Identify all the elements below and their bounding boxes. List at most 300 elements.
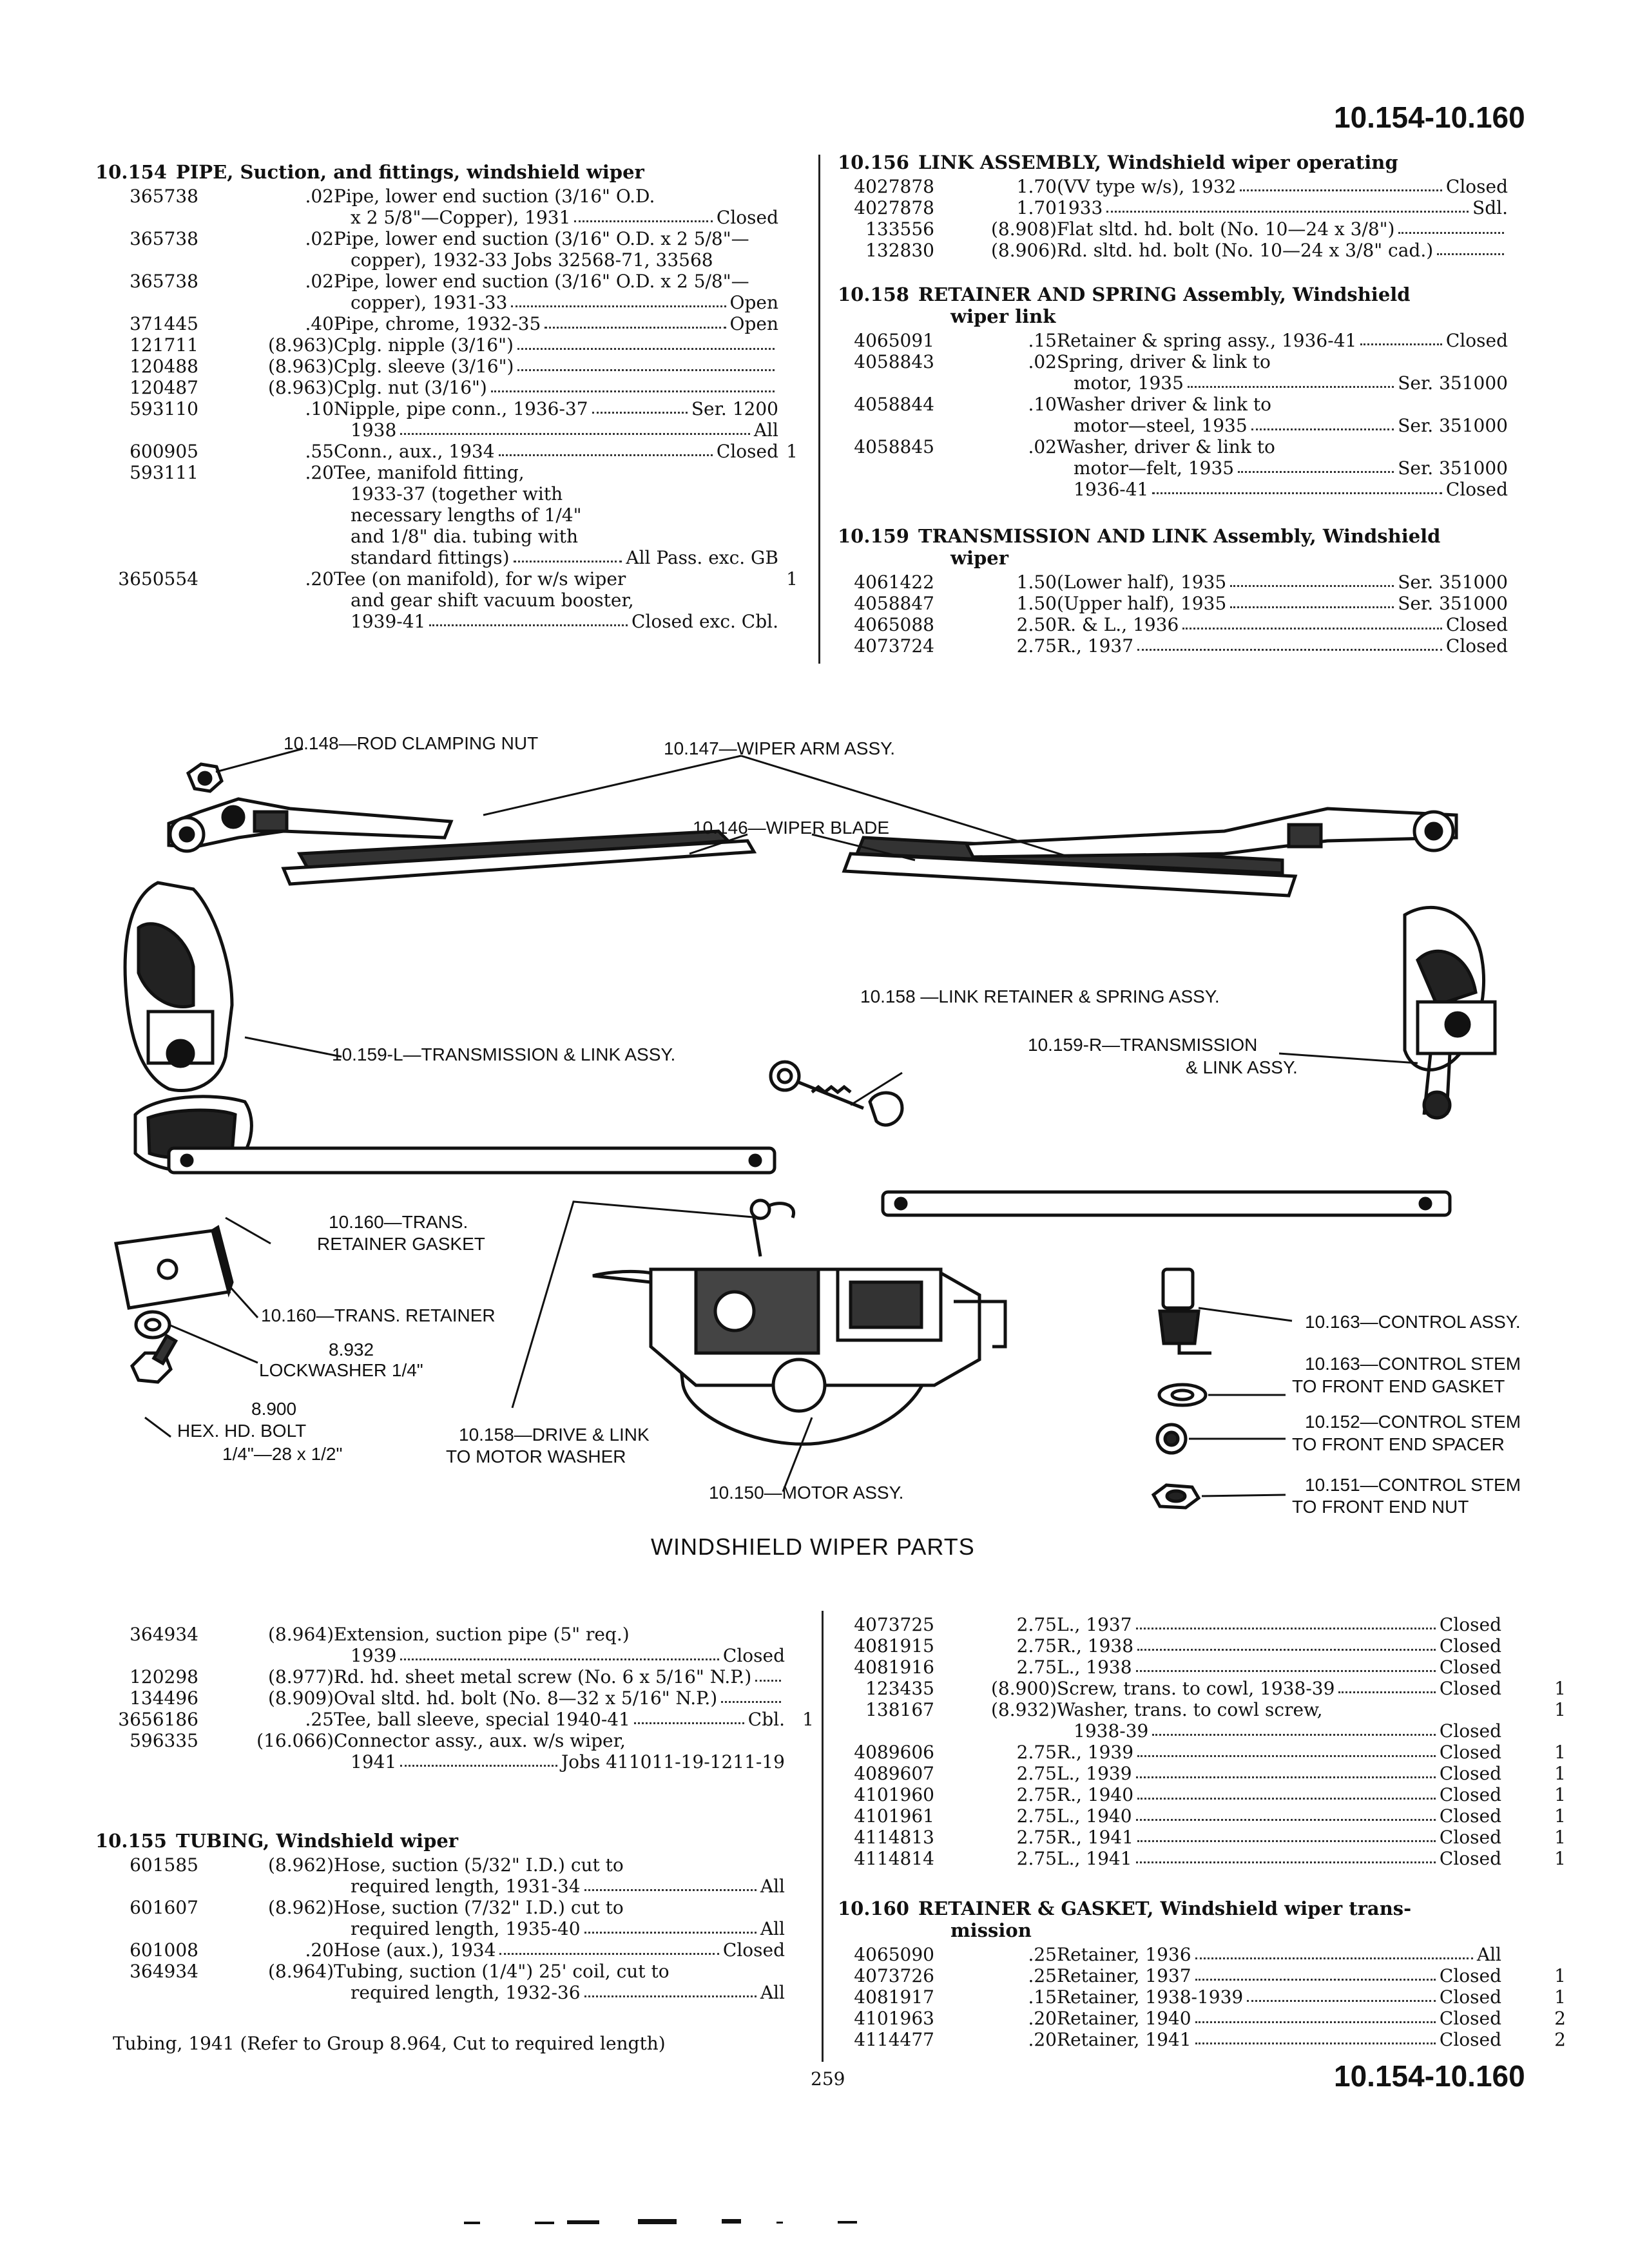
description-line — [334, 313, 778, 334]
part-description — [1057, 218, 1508, 240]
dot-leader — [1106, 197, 1469, 213]
dot-leader — [634, 1709, 744, 1724]
description-line — [334, 356, 778, 377]
part-description — [1057, 436, 1508, 500]
part-description — [1057, 1827, 1501, 1848]
dot-leader — [1136, 1848, 1436, 1863]
part-description — [1057, 1805, 1501, 1827]
part-number: 4073726 — [854, 1965, 934, 1986]
part-description — [1057, 1784, 1501, 1805]
description-line — [1057, 1986, 1501, 2008]
description-line — [1057, 2008, 1501, 2029]
dot-leader — [574, 207, 712, 222]
dot-leader — [1188, 372, 1394, 388]
table-row — [838, 2008, 1566, 2029]
part-price: 2.75 — [1016, 1784, 1057, 1805]
label-wiper-blade: 10.146—WIPER BLADE — [693, 818, 890, 838]
part-description — [334, 398, 778, 441]
label-drive-link-washer: 10.158—DRIVE & LINK — [459, 1425, 650, 1445]
description-line — [1057, 197, 1508, 218]
description-line — [334, 377, 778, 398]
part-price: (8.900) — [990, 1678, 1057, 1699]
table-row — [838, 1784, 1566, 1805]
description-line — [1057, 415, 1508, 436]
availability: Closed — [1445, 330, 1508, 351]
description-line — [1057, 1678, 1501, 1699]
part-description — [1057, 176, 1508, 197]
description-text: Flat sltd. hd. bolt (No. 10—24 x 3/8") — [1057, 218, 1395, 240]
table-row — [95, 1897, 814, 1939]
availability: Closed — [1439, 1635, 1501, 1657]
label-hex-bolt: HEX. HD. BOLT — [177, 1421, 307, 1441]
quantity — [778, 228, 798, 271]
description-line — [334, 228, 778, 249]
part-description — [1057, 1848, 1501, 1869]
availability: Closed — [716, 207, 778, 228]
table-row — [95, 356, 798, 377]
parts-table — [95, 186, 798, 632]
part-description — [1057, 635, 1508, 657]
part-number: 4081917 — [854, 1986, 934, 2008]
section-heading — [838, 525, 1508, 569]
part-number: 134496 — [130, 1687, 198, 1709]
description-line — [334, 1961, 785, 1982]
description-line — [1057, 479, 1508, 500]
part-price: .02 — [305, 186, 334, 207]
table-row — [95, 398, 798, 441]
part-description — [334, 271, 778, 313]
label-retainer-gasket-2: RETAINER GASKET — [317, 1234, 485, 1254]
part-price: 2.75 — [1016, 1827, 1057, 1848]
dot-leader — [721, 1687, 781, 1703]
dot-leader — [1238, 457, 1394, 473]
part-number: 364934 — [130, 1624, 198, 1645]
dot-leader — [1247, 1986, 1436, 2002]
description-line — [1057, 351, 1508, 372]
description-line — [1057, 614, 1508, 635]
description-text: Retainer, 1940 — [1057, 2008, 1191, 2029]
availability: Closed — [1439, 1763, 1501, 1784]
label-wiper-arm: 10.147—WIPER ARM ASSY. — [664, 738, 895, 758]
diagram-caption: WINDSHIELD WIPER PARTS — [651, 1533, 975, 1560]
availability: Closed — [716, 441, 778, 462]
part-description — [334, 462, 778, 568]
motor-assembly-drawing — [593, 1200, 1005, 1444]
dot-leader — [1137, 1635, 1436, 1651]
part-price: (8.908) — [990, 218, 1057, 240]
part-price: .02 — [1028, 436, 1057, 457]
description-text: 1941 — [351, 1751, 397, 1773]
part-price: .10 — [305, 398, 334, 419]
description-text: Washer, trans. to cowl screw, — [1057, 1699, 1323, 1720]
dot-leader — [1360, 330, 1442, 345]
availability: Closed — [1439, 1965, 1501, 1986]
stem-gasket-drawing — [1159, 1385, 1206, 1405]
description-line — [334, 186, 778, 207]
part-number: 4073724 — [854, 635, 934, 657]
part-price: 2.50 — [1016, 614, 1057, 635]
description-text: Connector assy., aux. w/s wiper, — [334, 1730, 626, 1751]
table-row — [838, 2029, 1566, 2050]
quantity: 1 — [786, 441, 798, 462]
table-row — [838, 614, 1508, 635]
description-line — [1057, 2029, 1501, 2050]
quantity: 1 — [786, 568, 798, 590]
part-price: 2.75 — [1016, 1805, 1057, 1827]
parts-table — [838, 1614, 1566, 1869]
dot-leader — [1152, 479, 1442, 494]
part-description — [1057, 1763, 1501, 1784]
part-number: 121711 — [130, 334, 198, 356]
part-price: (8.906) — [990, 240, 1057, 261]
table-row — [838, 1614, 1566, 1635]
dot-leader — [517, 356, 775, 371]
description-text: x 2 5/8"—Copper), 1931 — [351, 207, 571, 228]
label-retainer-gasket: 10.160—TRANS. — [329, 1212, 468, 1232]
description-line — [1057, 1635, 1501, 1657]
availability: Closed — [1439, 1805, 1501, 1827]
description-text: R., 1938 — [1057, 1635, 1134, 1657]
description-text: Tee, ball sleeve, special 1940-41 — [334, 1709, 630, 1730]
description-line — [1057, 1784, 1501, 1805]
quantity — [778, 462, 798, 568]
section-title: TRANSMISSION AND LINK Assembly, Windshield — [918, 525, 1441, 547]
description-line — [334, 1939, 785, 1961]
description-line — [334, 249, 778, 271]
quantity: 2 — [1554, 2008, 1566, 2029]
description-text: Washer driver & link to — [1057, 394, 1271, 415]
rod-clamping-nut-drawing — [188, 764, 222, 791]
quantity — [785, 1854, 814, 1897]
label-bolt-num: 8.900 — [251, 1399, 297, 1419]
part-number: 593111 — [130, 462, 198, 483]
quantity: 1 — [1554, 1742, 1566, 1763]
column-rule-top — [818, 155, 820, 664]
availability: Ser. 1200 — [691, 398, 778, 419]
part-number: 4081916 — [854, 1657, 934, 1678]
section-heading — [838, 1898, 1566, 1941]
section-title-cont: wiper link — [950, 305, 1056, 327]
quantity — [778, 313, 798, 334]
availability: All — [1476, 1944, 1501, 1965]
part-price: (8.962) — [267, 1854, 334, 1876]
description-line — [334, 398, 778, 419]
part-description — [1057, 1614, 1501, 1635]
part-description — [1057, 240, 1508, 261]
table-row — [838, 1848, 1566, 1869]
dot-leader — [1136, 1805, 1436, 1821]
availability: Open — [729, 292, 778, 313]
table-row — [95, 441, 798, 462]
part-description — [1057, 351, 1508, 394]
table-row — [95, 271, 798, 313]
lockwasher-drawing — [136, 1312, 169, 1338]
description-line — [334, 1854, 785, 1876]
table-row — [838, 218, 1508, 240]
section-title: LINK ASSEMBLY, Windshield wiper operating — [918, 151, 1398, 173]
dot-leader — [491, 377, 775, 392]
part-description — [1057, 1965, 1501, 1986]
part-price: 2.75 — [1016, 1614, 1057, 1635]
label-motor-assembly: 10.150—MOTOR ASSY. — [709, 1483, 904, 1503]
part-price: .25 — [1028, 1965, 1057, 1986]
description-text: required length, 1935-40 — [351, 1918, 581, 1939]
table-row — [95, 313, 798, 334]
description-line — [334, 1709, 785, 1730]
availability: Closed exc. Cbl. — [631, 611, 778, 632]
availability: Closed — [1439, 1657, 1501, 1678]
label-trans-retainer: 10.160—TRANS. RETAINER — [261, 1305, 496, 1325]
description-text: 1933 — [1057, 197, 1103, 218]
description-text: Pipe, lower end suction (3/16" O.D. x 2 5/8"— — [334, 271, 749, 292]
description-text: Retainer & spring assy., 1936-41 — [1057, 330, 1357, 351]
part-number: 4027878 — [854, 197, 934, 218]
availability: Closed — [1439, 1827, 1501, 1848]
table-row — [95, 1961, 814, 2003]
page-number: 259 — [811, 2068, 845, 2090]
part-price: (8.932) — [990, 1699, 1057, 1720]
part-price: .15 — [1028, 1986, 1057, 2008]
availability: Ser. 351000 — [1398, 415, 1508, 436]
description-line — [1057, 457, 1508, 479]
quantity — [785, 1687, 814, 1709]
part-number: 4058845 — [854, 436, 934, 457]
part-description — [334, 1939, 785, 1961]
part-price: 1.70 — [1016, 197, 1057, 218]
part-price: 2.75 — [1016, 1742, 1057, 1763]
part-number: 4065091 — [854, 330, 934, 351]
dot-leader — [499, 1939, 718, 1955]
description-line — [334, 1624, 785, 1645]
dot-leader — [1137, 1742, 1436, 1757]
part-number: 4058844 — [854, 394, 934, 415]
table-row — [95, 1687, 814, 1709]
part-description — [1057, 1635, 1501, 1657]
description-text: necessary lengths of 1/4" — [351, 505, 582, 526]
part-number: 596335 — [130, 1730, 198, 1751]
part-description — [1057, 1986, 1501, 2008]
description-text: Tubing, suction (1/4") 25' coil, cut to — [334, 1961, 670, 1982]
label-link-retainer: 10.158 —LINK RETAINER & SPRING ASSY. — [860, 986, 1220, 1006]
label-stem-gasket: 10.163—CONTROL STEM — [1305, 1354, 1521, 1374]
description-text: R., 1940 — [1057, 1784, 1134, 1805]
part-number: 4058843 — [854, 351, 934, 372]
part-number: 120487 — [130, 377, 198, 398]
description-text: motor, 1935 — [1074, 372, 1184, 394]
table-row — [95, 228, 798, 271]
availability: Closed — [1439, 2008, 1501, 2029]
dot-leader — [1195, 1965, 1436, 1981]
section-10-154 — [95, 161, 798, 632]
quantity — [778, 186, 798, 228]
part-price: 1.50 — [1016, 572, 1057, 593]
description-line — [334, 1897, 785, 1918]
part-number: 3650554 — [118, 568, 198, 590]
part-price: (8.963) — [267, 334, 334, 356]
table-row — [838, 1805, 1566, 1827]
description-line — [1057, 176, 1508, 197]
description-line — [1057, 1720, 1501, 1742]
section-number: 10.156 — [838, 151, 909, 173]
table-row — [95, 1709, 814, 1730]
description-line — [1057, 1699, 1501, 1720]
availability: Closed — [1445, 479, 1508, 500]
parts-table — [838, 572, 1508, 657]
part-description — [334, 377, 778, 398]
description-line — [1057, 572, 1508, 593]
label-drive-link-washer-2: TO MOTOR WASHER — [446, 1446, 626, 1466]
part-price: (8.962) — [267, 1897, 334, 1918]
description-text: Spring, driver & link to — [1057, 351, 1271, 372]
quantity: 1 — [1554, 1805, 1566, 1827]
description-text: R., 1939 — [1057, 1742, 1134, 1763]
part-price: (8.909) — [267, 1687, 334, 1709]
dot-leader — [1195, 2029, 1436, 2044]
part-price: .20 — [305, 1939, 334, 1961]
table-row — [95, 1624, 814, 1666]
section-number: 10.154 — [95, 161, 167, 183]
section-title: PIPE, Suction, and fittings, windshield wiper — [176, 161, 644, 183]
part-description — [1057, 593, 1508, 614]
description-line — [1057, 1827, 1501, 1848]
part-price: 2.75 — [1016, 1763, 1057, 1784]
description-text: Extension, suction pipe (5" req.) — [334, 1624, 630, 1645]
section-10-155 — [95, 1830, 814, 2003]
availability: Closed — [1439, 1784, 1501, 1805]
quantity — [785, 1897, 814, 1939]
description-line — [1057, 330, 1508, 351]
part-description — [1057, 2008, 1501, 2029]
section-heading — [95, 161, 798, 183]
description-text: Hose, suction (7/32" I.D.) cut to — [334, 1897, 624, 1918]
part-price: (8.977) — [267, 1666, 334, 1687]
description-text: Retainer, 1936 — [1057, 1944, 1191, 1965]
part-description — [334, 1897, 785, 1939]
dot-leader — [517, 334, 775, 350]
description-text: motor—steel, 1935 — [1074, 415, 1248, 436]
description-line — [334, 334, 778, 356]
section-number: 10.159 — [838, 525, 909, 547]
description-line — [334, 611, 778, 632]
section-number: 10.160 — [838, 1898, 909, 1919]
part-description — [1057, 394, 1508, 436]
section-title: TUBING, Windshield wiper — [176, 1830, 459, 1852]
table-row — [838, 1635, 1566, 1657]
table-row — [95, 568, 798, 632]
description-text: Screw, trans. to cowl, 1938-39 — [1057, 1678, 1335, 1699]
part-price: 1.50 — [1016, 593, 1057, 614]
column-rule-bottom — [822, 1611, 824, 2062]
part-description — [1057, 614, 1508, 635]
page-range-bottom: 10.154-10.160 — [1334, 2059, 1525, 2093]
description-line — [1057, 394, 1508, 415]
description-text: L., 1941 — [1057, 1848, 1132, 1869]
description-text: R., 1937 — [1057, 635, 1134, 657]
availability: Closed — [722, 1939, 785, 1961]
section-heading — [95, 1830, 814, 1852]
part-price: (8.964) — [267, 1624, 334, 1645]
description-line — [334, 547, 778, 568]
dot-leader — [1136, 1657, 1436, 1672]
hex-bolt-drawing — [132, 1336, 176, 1382]
dot-leader — [1182, 614, 1442, 629]
description-line — [1057, 372, 1508, 394]
part-number: 365738 — [130, 186, 198, 207]
part-number: 365738 — [130, 271, 198, 292]
quantity — [778, 334, 798, 356]
part-price: (8.963) — [267, 356, 334, 377]
description-text: L., 1938 — [1057, 1657, 1132, 1678]
description-line — [1057, 436, 1508, 457]
availability: Cbl. — [747, 1709, 785, 1730]
dot-leader — [545, 313, 726, 329]
description-text: standard fittings) — [351, 547, 510, 568]
dot-leader — [584, 1918, 757, 1934]
table-row — [95, 1854, 814, 1897]
quantity: 1 — [1554, 1848, 1566, 1869]
description-text: Cplg. sleeve (3/16") — [334, 356, 514, 377]
part-price: .20 — [1028, 2029, 1057, 2050]
quantity — [785, 1624, 814, 1666]
description-text: Washer, driver & link to — [1057, 436, 1275, 457]
dot-leader — [1137, 635, 1442, 651]
description-line — [334, 1730, 785, 1751]
part-description — [334, 334, 778, 356]
part-number: 4065090 — [854, 1944, 934, 1965]
part-number: 138167 — [865, 1699, 934, 1720]
description-line — [334, 568, 778, 590]
description-text: Hose (aux.), 1934 — [334, 1939, 496, 1961]
dot-leader — [1195, 1944, 1473, 1959]
part-price: .02 — [1028, 351, 1057, 372]
quantity — [785, 1961, 814, 2003]
quantity: 2 — [1554, 2029, 1566, 2050]
part-description — [334, 313, 778, 334]
part-number: 601008 — [130, 1939, 198, 1961]
availability: All Pass. exc. GB — [626, 547, 778, 568]
part-description — [334, 228, 778, 271]
parts-table — [95, 1624, 814, 1773]
table-row — [95, 334, 798, 356]
quantity — [785, 1666, 814, 1687]
table-row — [838, 1657, 1566, 1678]
part-number: 3656186 — [118, 1709, 198, 1730]
page-range-top: 10.154-10.160 — [1334, 101, 1525, 134]
label-bolt-size: 1/4"—28 x 1/2" — [222, 1444, 343, 1464]
part-description — [334, 1730, 785, 1773]
dot-leader — [1230, 593, 1394, 608]
availability: Closed — [1439, 2029, 1501, 2050]
availability: All — [760, 1982, 785, 2003]
quantity — [785, 1730, 814, 1773]
part-number: 4061422 — [854, 572, 934, 593]
section-10-156 — [838, 151, 1508, 261]
dot-leader — [429, 611, 628, 626]
description-text: 1939 — [351, 1645, 397, 1666]
description-text: copper), 1932-33 Jobs 32568-71, 33568 — [351, 249, 713, 271]
table-row — [838, 1678, 1566, 1699]
availability: Ser. 351000 — [1398, 572, 1508, 593]
parts-table — [838, 176, 1508, 261]
description-text: Conn., aux., 1934 — [334, 441, 495, 462]
availability: Jobs 411011-19-1211-19 — [561, 1751, 785, 1773]
control-assembly-drawing — [1160, 1269, 1211, 1353]
label-transmission-left: 10.159-L—TRANSMISSION & LINK ASSY. — [332, 1044, 676, 1064]
description-text: Oval sltd. hd. bolt (No. 8—32 x 5/16" N.P.) — [334, 1687, 718, 1709]
part-description — [334, 1709, 785, 1730]
description-text: Tee (on manifold), for w/s wiper — [334, 568, 626, 590]
description-line — [1057, 1614, 1501, 1635]
